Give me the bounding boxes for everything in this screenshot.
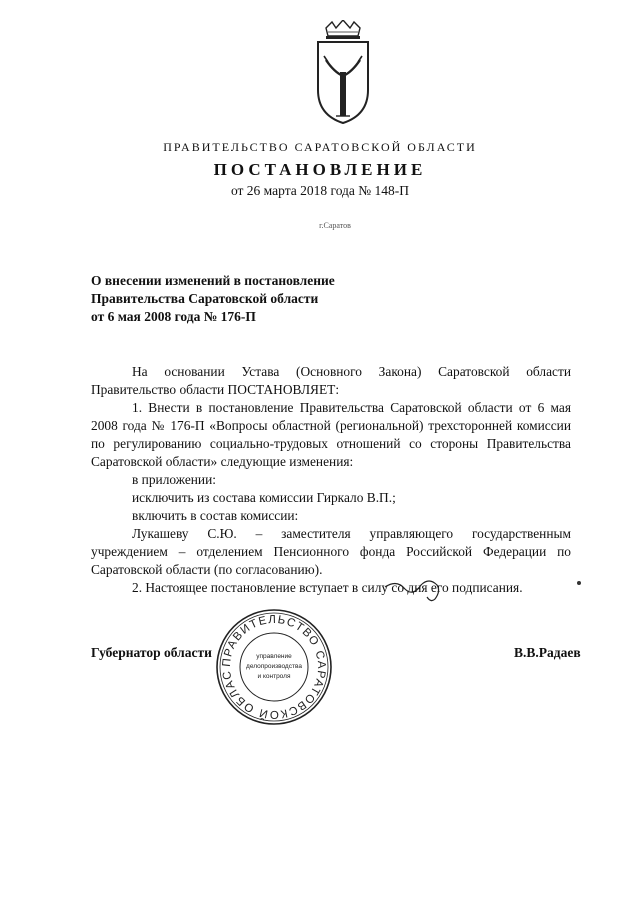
handwritten-scribble <box>383 575 445 605</box>
official-stamp <box>215 608 333 726</box>
document-subject <box>91 272 335 326</box>
signatory-position: Губернатор области <box>91 645 212 660</box>
exclude-line: исключить из состава комиссии Гиркало В.П.; <box>132 490 396 505</box>
coat-of-arms-emblem <box>312 20 374 125</box>
government-title: ПРАВИТЕЛЬСТВО САРАТОВСКОЙ ОБЛАСТИ <box>163 140 477 154</box>
document-city: г.Саратов <box>319 221 351 230</box>
stamp-center-line: и контроля <box>257 673 291 680</box>
subject-line: О внесении изменений в постановление <box>91 273 335 288</box>
subject-line: Правительства Саратовской области <box>91 291 319 306</box>
subject-line: от 6 мая 2008 года № 176-П <box>91 309 256 324</box>
stamp-ring-text: ПРАВИТЕЛЬСТВО САРАТОВСКОЙ ОБЛАС <box>220 613 328 721</box>
item-2-paragraph: 2. Настоящее постановление вступает в силу со дня его подписания. <box>132 580 523 595</box>
item-1-paragraph: 1. Внести в постановление Правительства Саратовской области от 6 мая 2008 года № 176-П «Вопросы областной (региональной) трехсторонней комиссии по регулированию социально-трудовых отношений со стороны Правительства Саратовской области» следующие изменения: <box>91 400 571 469</box>
preamble-paragraph: На основании Устава (Основного Закона) Саратовской области Правительство области ПОСТАНОВЛЯЕТ: <box>91 364 571 397</box>
document-date-number: от 26 марта 2018 года № 148-П <box>230 183 410 198</box>
member-paragraph: Лукашеву С.Ю. – заместителя управляющего государственным учреждением – отделением Пенсионного фонда Российской Федерации по Саратовской области (по согласованию). <box>91 526 571 577</box>
document-type: ПОСТАНОВЛЕНИЕ <box>213 160 427 179</box>
ink-dot <box>577 581 581 585</box>
stamp-center-line: управление <box>256 653 292 660</box>
signatory-name: В.В.Радаев <box>514 645 581 660</box>
include-line: включить в состав комиссии: <box>132 508 299 523</box>
stamp-center-line: делопроизводства <box>246 663 302 670</box>
in-appendix-line: в приложении: <box>132 472 216 487</box>
